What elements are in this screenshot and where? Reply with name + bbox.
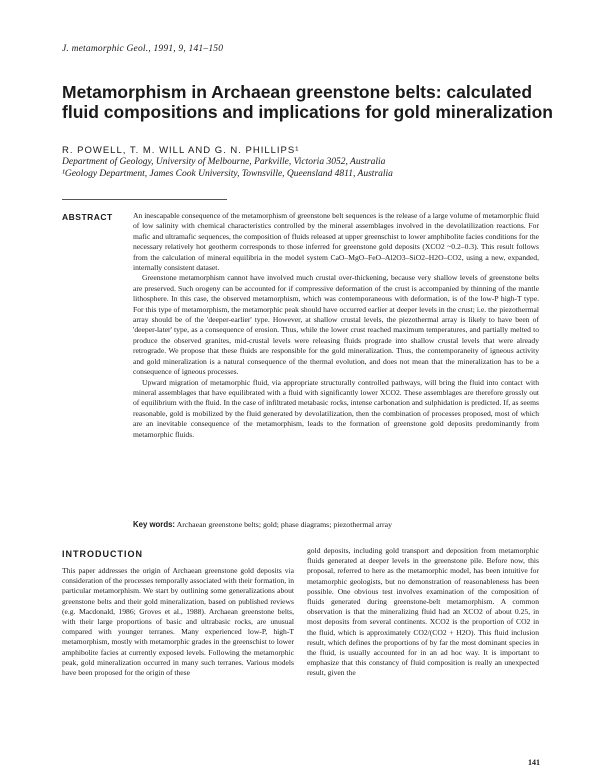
keywords-line — [133, 520, 539, 529]
author-list: R. POWELL, T. M. WILL AND G. N. PHILLIPS¹ — [62, 145, 300, 156]
keywords-text: Archaean greenstone belts; gold; phase diagrams; piezothermal array — [176, 520, 392, 529]
keywords-label: Key words: — [133, 520, 176, 529]
intro-paragraph-left: This paper addresses the origin of Archaean greenstone gold deposits via consideration of the processes temporally associated with their formation, in particular metamorphism. We start by outlining some generalizations about greenstone belts and their gold mineralization, based on published reviews (e.g. Macdonald, 1986; Groves et al., 1988). Archaean greenstone belts, with their large proportions of basic and ultrabasic rocks, are unusual compared with younger terranes. Many experienced low-P, high-T metamorphism, mostly with metamorphic grades in the greenschist to lower amphibolite facies at currently exposed levels. Following the metamorphic peak, gold mineralization occurred in many such terranes. Various models have been proposed for the origin of these — [62, 566, 294, 678]
journal-citation: J. metamorphic Geol., 1991, 9, 141–150 — [62, 44, 224, 54]
abstract-body — [133, 211, 539, 440]
abstract-label: ABSTRACT — [62, 212, 113, 222]
abstract-paragraph-3: Upward migration of metamorphic fluid, via appropriate structurally controlled pathways, will bring the fluid into contact with mineral assemblages that have equilibrated with a fluid with significantly lower XCO2. These assemblages are therefore grossly out of equilibrium with the fluid. In the case of infiltrated metabasic rocks, intense carbonation and sulphidation is predicted. If, as seems reasonable, gold is mobilized by the fluid generated by devolatilization, then the combination of processes proposed, most of which are an inevitable consequence of the metamorphism, leads to the formation of greenstone gold deposits predominantly from metamorphic fluids. — [133, 377, 539, 439]
intro-paragraph-right: gold deposits, including gold transport and deposition from metamorphic fluids generated at deeper levels in the greenstone pile. Before now, this proposal, referred to here as the metamorphic model, has been intuitive for metamorphic geologists, but no demonstration of reasonableness has been possible. One obvious test involves examination of the composition of fluids generated during greenstone-belt metamorphism. A common observation is that the mineralizing fluid had an XCO2 of about 0.25, in most deposits from several continents. XCO2 is the proportion of CO2 in the fluid, which is approximately CO2/(CO2 + H2O). This fluid inclusion result, which defines the proportions of by far the most dominant species in the fluid, is usually accounted for in an ad hoc way. It is important to emphasize that this constancy of fluid composition is really an unexpected result, given the — [307, 546, 539, 678]
affiliation-1: Department of Geology, University of Melbourne, Parkville, Victoria 3052, Australia — [62, 157, 386, 167]
abstract-paragraph-2: Greenstone metamorphism cannot have involved much crustal over-thickening, because very shallow levels of greenstone belts are preserved. Such orogeny can be accounted for if compressive deformation of the crust is accompanied by thinning of the mantle lithosphere. In this case, the observed metamorphism, which was contemporaneous with deformation, is of the low-P high-T type. For this type of metamorphism, the metamorphic peak should have occurred earlier at deeper levels in the crust; i.e. the piezothermal array should be of the 'deeper-earlier' type. However, at shallow crustal levels, the piezothermal array is likely to have been of 'deeper-later' type, as a consequence of erosion. Thus, while the lower crust reached maximum temperatures, and partially melted to produce the observed granites, mid-crustal levels were releasing fluids prograde into shallow crustal levels that were already retrograde. We propose that these fluids are responsible for the gold mineralization. Thus, the contemporaneity of igneous activity and gold mineralization is a natural consequence of the thermal evolution, and does not mean that the mineralization has to be a consequence of igneous processes. — [133, 273, 539, 377]
body-column-left — [62, 566, 294, 764]
article-title: Metamorphism in Archaean greenstone belts: calculated fluid compositions and implications for gold mineralization — [62, 82, 553, 122]
affiliation-2: ¹Geology Department, James Cook University, Townsville, Queensland 4811, Australia — [62, 169, 393, 179]
header-divider — [62, 199, 227, 200]
page-number: 141 — [528, 758, 540, 767]
body-column-right — [307, 546, 539, 764]
abstract-paragraph-1: An inescapable consequence of the metamorphism of greenstone belt sequences is the release of a large volume of metamorphic fluid of low salinity with chemical characteristics controlled by the mineral assemblages involved in the devolatilization reactions. For mafic and ultramafic sequences, the composition of fluids released at upper greenschist to lower amphibolite facies conditions for the necessary relatively hot geotherm corresponds to those inferred for greenstone gold deposits (XCO2 ~0.2–0.3). This result follows from the calculation of mineral equilibria in the model system CaO–MgO–FeO–Al2O3–SiO2–H2O–CO2, using a new, expanded, internally consistent dataset. — [133, 211, 539, 273]
section-heading-introduction: INTRODUCTION — [62, 549, 143, 559]
